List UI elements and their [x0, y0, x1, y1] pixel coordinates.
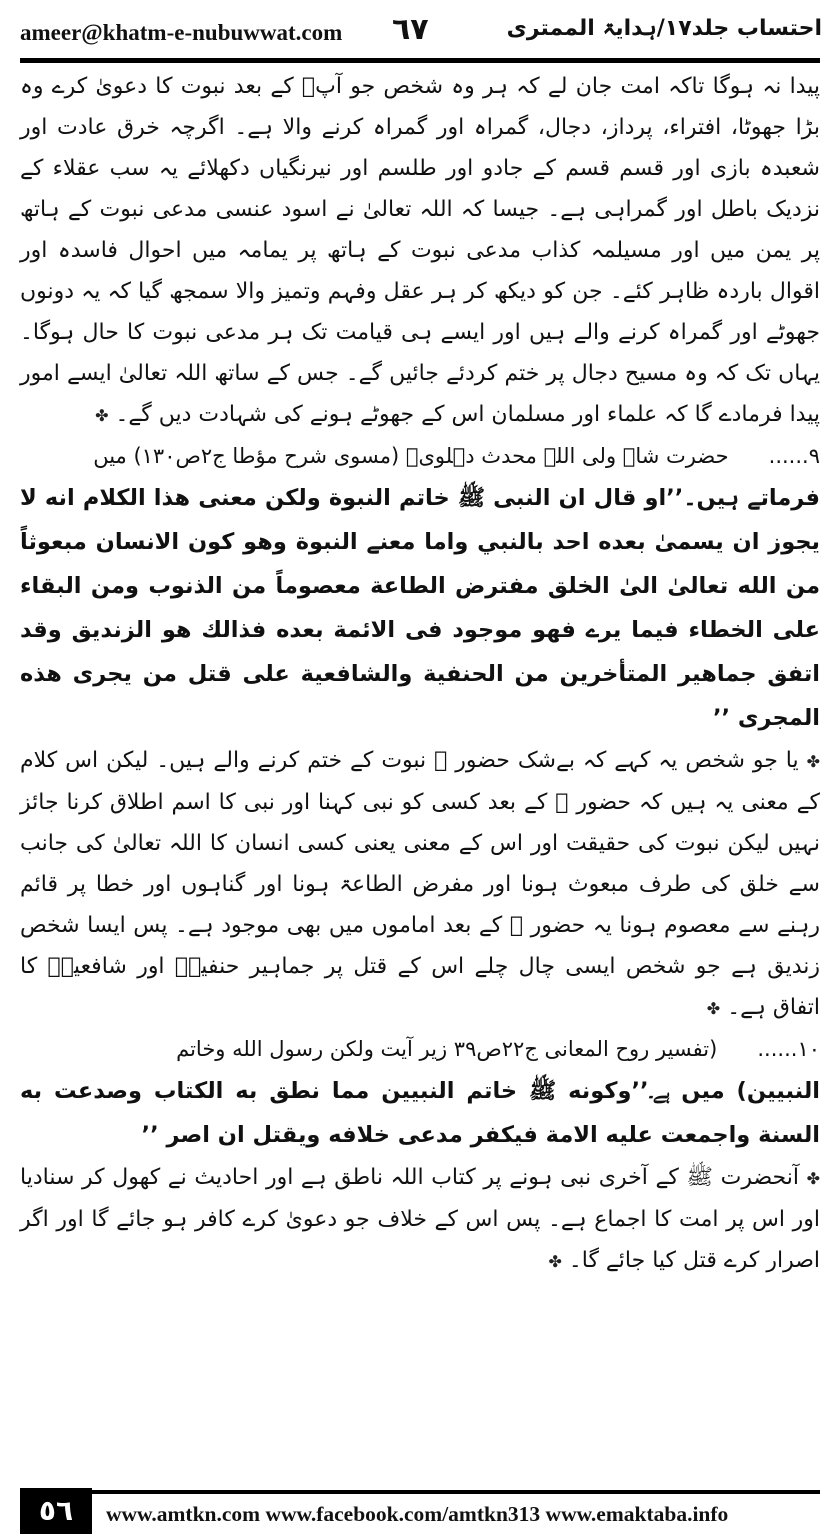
ornament-icon: ✤: [806, 752, 820, 771]
reference-9: [20, 436, 820, 476]
quote-text: او قال ان النبی ﷺ خاتم النبوة ولكن معنى هذا الكلام انه لا يجوز ان يسمىٰ بعده احد بالنبي واما معنے النبوة وهو كون الانسان مبعوثاً من الله تعالىٰ الىٰ الخلق مفترض الطاعة معصوماً من الذنوب ومن البقاء على الخطاء فيما يرے فهو موجود فى الائمة بعده فذالك هو الزنديق وقد اتفق جماهير المتأخرين من الحنفية والشافعية على قتل من يجرى هذه المجرى ’’: [20, 485, 820, 731]
header-book-title: احتساب جلد۱۷/ہدایۃ الممتری: [506, 16, 822, 41]
reference-text: (تفسیر روح المعانی ج۲۲ص۳۹ زیر آیت ولكن رسول الله وخاتم: [176, 1037, 718, 1061]
header-email: ameer@khatm-e-nubuwwat.com: [20, 20, 343, 45]
reference-number: ۹......: [768, 444, 820, 468]
page-footer: [20, 1488, 820, 1534]
page-body: [20, 66, 820, 1476]
reference-10: [20, 1029, 820, 1069]
paragraph-text: آنحضرت ﷺ کے آخری نبی ہونے پر کتاب اللہ ناطق ہے اور احادیث نے کھول کر سنادیا اور اس پر امت کا اجماع ہے۔ پس اس کے خلاف جو دعویٰ کرے کافر ہو جائے گا اور اگر اصرار کرے قتل کیا جائے گا۔: [20, 1165, 820, 1273]
arabic-quote-2: [20, 1069, 820, 1157]
header-rule: [20, 58, 820, 63]
ornament-icon: ✤: [706, 999, 721, 1018]
header-page-number: ٦٧: [392, 12, 429, 47]
paragraph-urdu-3: [20, 1157, 820, 1282]
footer-links: www.amtkn.com www.facebook.com/amtkn313 www.emaktaba.info: [106, 1502, 729, 1526]
page-number-badge: ٥٦: [20, 1488, 92, 1534]
ornament-icon: ✤: [806, 1169, 820, 1188]
paragraph-urdu-2: [20, 740, 820, 1029]
ornament-icon: ✤: [548, 1252, 562, 1271]
reference-number: ۱۰......: [757, 1037, 820, 1061]
quote-lead: النبیین) میں ہے۔’’: [631, 1078, 820, 1104]
footer-rule: [92, 1490, 820, 1494]
ornament-icon: ✤: [95, 406, 109, 425]
page-header: [0, 0, 840, 60]
reference-text: حضرت شاہ ولی اللہ محدث دہلویؒ (مسوی شرح مؤطا ج۲ص۱۳۰) میں: [93, 444, 729, 468]
paragraph-text: پیدا نہ ہوگا تاکہ امت جان لے کہ ہر وہ شخص جو آپؐ کے بعد نبوت کا دعویٰ کرے وہ بڑا جھوٹا، افتراء، پرداز، دجال، گمراہ اور گمراہ کرنے والا ہے۔ اگرچہ خرق عادت اور شعبدہ بازی اور قسم قسم کے جادو اور طلسم اور نیرنگیاں دکھلائے یہ سب عقلاء کے نزدیک باطل اور گمراہی ہے۔ جیسا کہ اللہ تعالیٰ نے اسود عنسی مدعی نبوت کے ہاتھ پر یمن میں اور مسیلمہ کذاب مدعی نبوت کے ہاتھ پر یمامہ میں احوال فاسدہ اور اقوال باردہ ظاہر کئے۔ جن کو دیکھ کر ہر عقل وفہم وتمیز والا سمجھ گیا کہ یہ دونوں جھوٹے اور گمراہ کرنے والے ہیں اور ایسے ہی قیامت تک ہر مدعی نبوت کا حال ہوگا۔ یہاں تک کہ وہ مسیح دجال پر ختم کردئے جائیں گے۔ جس کے ساتھ اللہ تعالیٰ ایسے امور پیدا فرمادے گا کہ علماء اور مسلمان اس کے جھوٹے ہونے کی شہادت دیں گے۔: [20, 74, 820, 427]
paragraph-text: یا جو شخص یہ کہے کہ بےشک حضور ﷺ نبوت کے ختم کرنے والے ہیں۔ لیکن اس کلام کے معنی یہ ہیں کہ حضور ﷺ کے بعد کسی کو نبی کہنا اور نبی کا اسم اطلاق کرنا جائز نہیں لیکن نبوت کی حقیقت اور اس کے معنی یعنی کسی انسان کا اللہ تعالیٰ کی جانب سے خلق کی طرف مبعوث ہونا اور مفرض الطاعۃ ہونا اور گناہوں اور خطا پر قائم رہنے سے معصوم ہونا یہ حضور ﷺ کے بعد اماموں میں بھی موجود ہے۔ پس ایسا شخص زندیق ہے جو شخص ایسی چال چلے اس کے قتل پر جماہیر حنفیہؒ اور شافعیہؒ کا اتفاق ہے۔: [20, 748, 820, 1020]
paragraph-urdu-1: [20, 66, 820, 436]
arabic-quote-1: [20, 476, 820, 740]
quote-text: وكونه ﷺ خاتم النبيين مما نطق به الكتاب وصدعت به السنة واجمعت عليه الامة فيكفر مدعى خلافه ويقتل ان اصر ’’: [20, 1078, 820, 1148]
quote-lead: فرماتے ہیں۔’’: [666, 485, 820, 511]
